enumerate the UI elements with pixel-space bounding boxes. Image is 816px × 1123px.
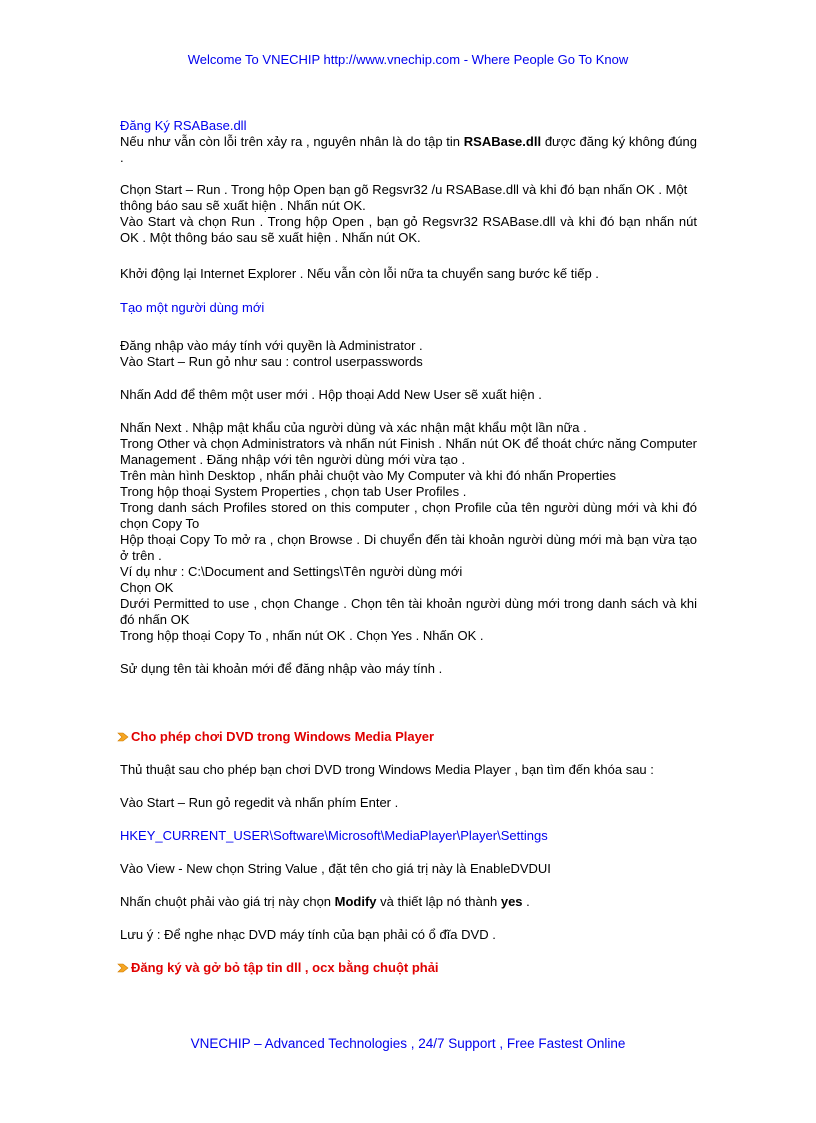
paragraph: Vào Start và chọn Run . Trong hộp Open , bạn gỏ Regsvr32 RSABase.dll và khi đó bạn nhấn nút OK . Một thông báo sau sẽ xuất hiện . Nhấn nút OK.: [120, 214, 697, 245]
paragraph: Chọn Start – Run . Trong hộp Open bạn gõ Regsvr32 /u RSABase.dll và khi đó bạn nhấn OK . Một thông báo sau sẽ xuất hiện . Nhấn nút OK.: [120, 182, 688, 213]
paragraph: Vào Start – Run gỏ regedit và nhấn phím Enter .: [120, 795, 399, 810]
paragraph: Trên màn hình Desktop , nhấn phải chuột vào My Computer và khi đó nhấn Properties: [120, 468, 616, 483]
section-title-rsabase: Đăng Ký RSABase.dll: [120, 118, 247, 133]
paragraph: Sử dụng tên tài khoản mới để đăng nhập vào máy tính .: [120, 661, 443, 676]
paragraph: Nhấn Add để thêm một user mới . Hộp thoại Add New User sẽ xuất hiện .: [120, 387, 542, 402]
paragraph: Dưới Permitted to use , chọn Change . Chọn tên tài khoản người dùng mới trong danh sách và khi đó nhấn OK: [120, 596, 697, 627]
paragraph: Ví dụ như : C:\Document and Settings\Tên người dùng mới: [120, 564, 463, 579]
section-title-new-user: Tạo một người dùng mới: [120, 300, 265, 315]
paragraph: Trong hộp thoại System Properties , chọn tab User Profiles .: [120, 484, 467, 499]
registry-key-path: HKEY_CURRENT_USER\Software\Microsoft\MediaPlayer\Player\Settings: [120, 828, 548, 843]
page-header: Welcome To VNECHIP http://www.vnechip.com - Where People Go To Know: [187, 52, 629, 67]
section-heading-dll-register: Đăng ký và gở bỏ tập tin dll , ocx bằng chuột phải: [120, 960, 697, 976]
paragraph: Nhấn chuột phải vào giá trị này chọn Modify và thiết lập nó thành yes .: [120, 894, 530, 909]
paragraph: Hộp thoại Copy To mở ra , chọn Browse . Di chuyển đến tài khoản người dùng mới mà bạn vừa tạo ở trên .: [120, 532, 697, 563]
orange-arrow-icon: [117, 731, 129, 743]
paragraph: Nhấn Next . Nhập mật khẩu của người dùng và xác nhận mật khẩu một lần nữa .: [120, 420, 587, 435]
orange-arrow-icon: [117, 962, 129, 974]
paragraph: Chọn OK: [120, 580, 174, 595]
document-body: [120, 118, 697, 976]
paragraph: Trong danh sách Profiles stored on this computer , chọn Profile của tên người dùng mới và khi đó chọn Copy To: [120, 500, 697, 531]
paragraph: Khởi động lại Internet Explorer . Nếu vẫn còn lỗi nữa ta chuyển sang bước kế tiếp .: [120, 266, 599, 281]
paragraph: Đăng nhập vào máy tính với quyền là Administrator .: [120, 338, 423, 353]
paragraph: Thủ thuật sau cho phép bạn chơi DVD trong Windows Media Player , bạn tìm đến khóa sau :: [120, 762, 654, 777]
page-footer: VNECHIP – Advanced Technologies , 24/7 Support , Free Fastest Online: [190, 1036, 626, 1051]
paragraph: Nếu như vẫn còn lỗi trên xảy ra , nguyên nhân là do tập tin RSABase.dll được đăng ký không đúng .: [120, 134, 697, 165]
paragraph: Lưu ý : Để nghe nhạc DVD máy tính của bạn phải có ổ đĩa DVD .: [120, 927, 496, 942]
paragraph: Vào Start – Run gỏ như sau : control userpasswords: [120, 354, 423, 369]
paragraph: Trong hộp thoại Copy To , nhấn nút OK . Chọn Yes . Nhấn OK .: [120, 628, 484, 643]
section-heading-dvd: Cho phép chơi DVD trong Windows Media Player: [120, 729, 697, 745]
paragraph: Trong Other và chọn Administrators và nhấn nút Finish . Nhấn nút OK để thoát chức năng Computer Management . Đăng nhập với tên người dùng mới vừa tạo .: [120, 436, 697, 467]
paragraph: Vào View - New chọn String Value , đặt tên cho giá trị này là EnableDVDUI: [120, 861, 551, 876]
